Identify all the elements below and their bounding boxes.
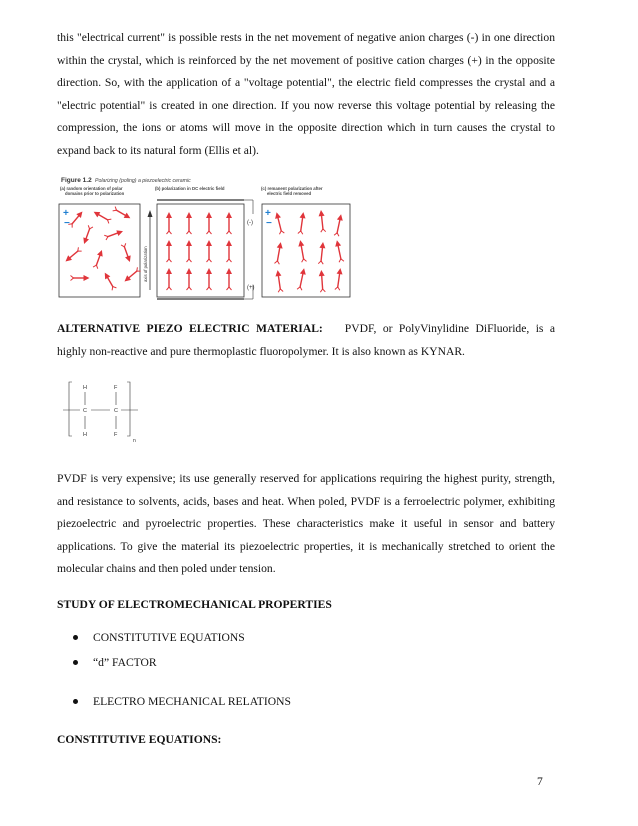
dipole-arrow — [274, 212, 285, 235]
atom-c-left: C — [83, 408, 87, 414]
dipole-arrow — [71, 275, 90, 281]
atom-c-right: C — [114, 408, 118, 414]
dipole-arrow — [123, 267, 141, 284]
alt-material-paragraph — [57, 318, 555, 363]
dipole-arrow — [334, 268, 343, 291]
dipole-arrow — [64, 247, 82, 264]
dipole-arrow — [226, 240, 232, 262]
dipole-arrow — [92, 209, 111, 224]
page-number: 7 — [537, 775, 543, 788]
dipole-arrow — [206, 212, 212, 234]
panel-a-plus-sign: + — [63, 208, 69, 219]
panel-a-minus-sign: − — [64, 218, 70, 229]
dipole-arrow — [274, 242, 284, 265]
repeat-subscript: n — [133, 438, 136, 444]
figure-caption-text: Polarizing (poling) a piezoelectric ceramic — [95, 178, 191, 184]
dipole-arrow — [104, 228, 124, 240]
alt-material-heading: ALTERNATIVE PIEZO ELECTRIC MATERIAL: — [57, 322, 323, 335]
list-item: CONSTITUTIVE EQUATIONS — [73, 631, 245, 644]
dipole-arrow — [112, 206, 131, 221]
dipole-arrow — [334, 240, 344, 263]
alt-material-text: PVDF, or PolyVinylidine DiFluoride, is a highly non-reactive and pure thermoplastic fluoropolymer. It is also known as KYNAR. — [57, 322, 555, 358]
dipole-arrow — [186, 268, 192, 290]
poling-figure — [57, 172, 357, 300]
dipole-arrow — [297, 212, 306, 235]
axis-label: axis of polarization — [143, 246, 148, 282]
atom-h-top: H — [83, 385, 87, 391]
dipole-arrow — [297, 268, 307, 291]
dipole-arrow — [81, 225, 93, 245]
dipole-arrow — [275, 270, 284, 293]
dipole-arrow — [166, 240, 172, 262]
dipole-arrow — [318, 242, 326, 265]
panel-a-random-arrows — [64, 206, 141, 290]
list-item: ELECTRO MECHANICAL RELATIONS — [73, 695, 291, 708]
bullet-icon — [73, 660, 78, 665]
study-heading: STUDY OF ELECTROMECHANICAL PROPERTIES — [57, 598, 332, 611]
pvdf-structure-diagram — [62, 380, 142, 444]
constitutive-heading: CONSTITUTIVE EQUATIONS: — [57, 733, 222, 746]
panel-c-minus-sign: − — [266, 218, 272, 229]
dipole-arrow — [93, 249, 105, 269]
bullet-icon — [73, 635, 78, 640]
dipole-arrow — [166, 268, 172, 290]
bullet-icon — [73, 699, 78, 704]
pvdf-paragraph: PVDF is very expensive; its use generally reserved for applications requiring the highest purity, strength, and resistance to solvents, acids, bases and heat. When poled, PVDF is a ferroelectric polymer, exhibiting piezoelectric and pyroelectric properties. These characteristics make it useful in sensor and battery applications. To give the material its piezoelectric properties, it is mechanically stretched to orient the molecular chains and then poled under tension. — [57, 472, 555, 576]
plus-terminal-label: (+) — [247, 285, 255, 291]
dipole-arrow — [186, 240, 192, 262]
intro-paragraph: this "electrical current" is possible rests in the net movement of negative anion charges (-) in one direction within the crystal, which is reinforced by the net movement of positive cation charges (+) in the opposite direction. So, with the application of a "voltage potential", the electric field compresses the crystal and a "electric potential" is created in one direction. If you now reverse this voltage potential by releasing the compression, the ions or atoms will move in the opposite direction which in turn causes the crystal to expand back to its natural form (Ellis et al). — [57, 31, 555, 157]
list-item: “d” FACTOR — [73, 656, 157, 669]
dipole-arrow — [166, 212, 172, 234]
figure-caption-label: Figure 1.2 — [61, 177, 92, 184]
dipole-arrow — [102, 271, 117, 290]
dipole-arrow — [318, 270, 326, 292]
dipole-arrow — [186, 212, 192, 234]
atom-h-bottom: H — [83, 432, 87, 438]
dipole-arrow — [318, 210, 326, 233]
minus-terminal-label: (-) — [247, 220, 253, 226]
panel-c-plus-sign: + — [265, 208, 271, 219]
dipole-arrow — [334, 214, 344, 237]
dipole-arrow — [206, 268, 212, 290]
dipole-arrow — [226, 212, 232, 234]
dipole-arrow — [297, 240, 307, 263]
dipole-arrow — [226, 268, 232, 290]
panel-c-box — [262, 204, 350, 297]
panel-c-remanent-arrows — [274, 210, 345, 293]
panel-b-aligned-arrows — [166, 212, 232, 290]
atom-f-bottom: F — [114, 432, 118, 438]
panel-c-label: (c) remanent polarization after electric field removed — [261, 186, 323, 196]
dipole-arrow — [68, 210, 85, 228]
atom-f-top: F — [114, 385, 118, 391]
panel-b-label: (b) polarization in DC electric field — [155, 186, 225, 191]
dipole-arrow — [206, 240, 212, 262]
dipole-arrow — [121, 243, 133, 263]
panel-a-label: (a) random orientation of polar domains prior to polarization — [60, 186, 125, 196]
